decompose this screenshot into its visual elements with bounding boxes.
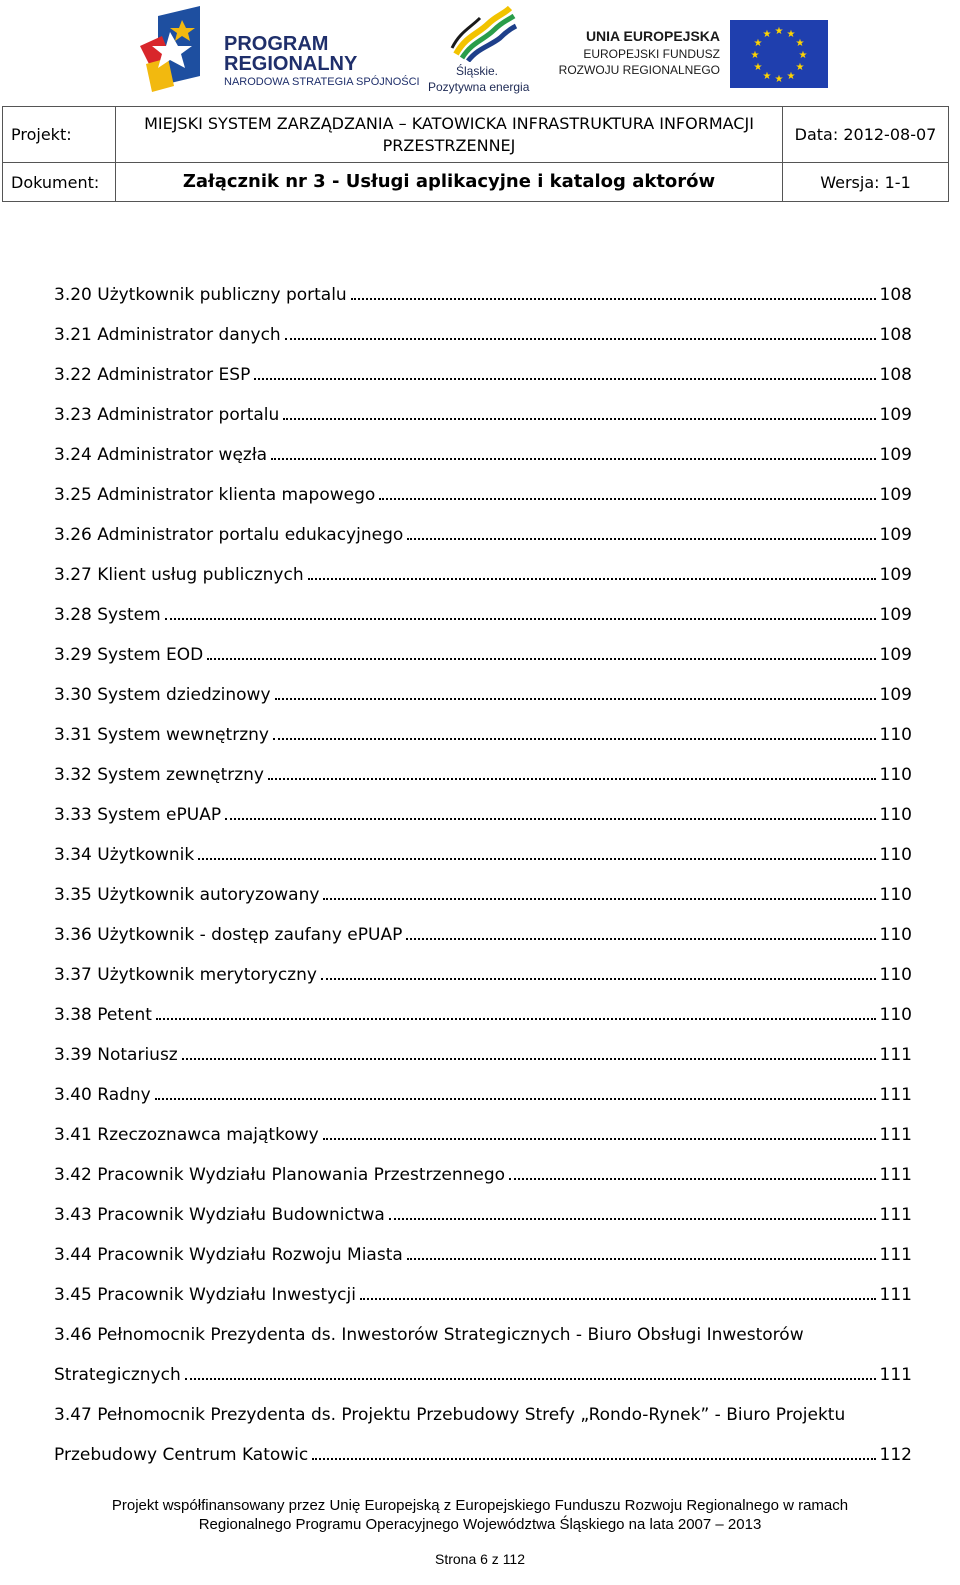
toc-entry-page: 110: [879, 885, 912, 905]
toc-leader-dots: [275, 698, 876, 700]
toc-entry[interactable]: [54, 318, 912, 358]
toc-leader-dots: [285, 338, 876, 340]
toc-leader-dots: [198, 858, 875, 860]
eu-regional-label: ROZWOJU REGIONALNEGO: [558, 63, 720, 77]
svg-text:★: ★: [762, 71, 772, 82]
toc-entry-wrapped-line[interactable]: 3.46 Pełnomocnik Prezydenta ds. Inwestorów Strategicznych - Biuro Obsługi Inwestorów: [54, 1325, 804, 1345]
svg-text:★: ★: [750, 50, 760, 61]
toc-entry-page: 112: [879, 1445, 912, 1465]
footer-funding-line1: Projekt współfinansowany przez Unię Europejską z Europejskiego Funduszu Rozwoju Regionalnego w ramach: [111, 1497, 849, 1514]
toc-leader-dots: [155, 1098, 876, 1100]
toc-entry[interactable]: [54, 798, 912, 838]
toc-entry-label: 3.23 Administrator portalu: [54, 405, 280, 425]
eu-union-label: UNIA EUROPEJSKA: [585, 28, 720, 44]
toc-entry-label: 3.27 Klient usług publicznych: [54, 565, 304, 585]
toc-leader-dots: [182, 1058, 876, 1060]
toc-entry[interactable]: [54, 1078, 912, 1118]
toc-entry-page: 110: [879, 845, 912, 865]
toc-entry-wrapped-line[interactable]: 3.47 Pełnomocnik Prezydenta ds. Projektu Przebudowy Strefy „Rondo-Rynek” - Biuro Projektu: [54, 1405, 846, 1425]
toc-entry-label: 3.45 Pracownik Wydziału Inwestycji: [54, 1285, 356, 1305]
project-title-line2: PRZESTRZENNEJ: [382, 135, 516, 155]
slaskie-tagline: Pozytywna energia: [428, 80, 530, 94]
svg-text:★: ★: [774, 74, 784, 85]
toc-entry-page: 109: [879, 685, 912, 705]
toc-leader-dots: [312, 1458, 875, 1460]
eu-fund-label: EUROPEJSKI FUNDUSZ: [583, 47, 720, 61]
toc-entry-page: 108: [879, 365, 912, 385]
toc-entry[interactable]: [54, 638, 912, 678]
toc-entry-page: 109: [879, 565, 912, 585]
toc-entry[interactable]: [54, 758, 912, 798]
toc-entry-page: 109: [879, 525, 912, 545]
toc-entry-page: 110: [879, 925, 912, 945]
toc-entry-label: 3.44 Pracownik Wydziału Rozwoju Miasta: [54, 1245, 403, 1265]
toc-leader-dots: [273, 738, 876, 740]
toc-entry-label: 3.42 Pracownik Wydziału Planowania Przestrzennego: [54, 1165, 506, 1185]
svg-text:★: ★: [786, 71, 796, 82]
toc-entry-label: 3.24 Administrator węzła: [54, 445, 268, 465]
toc-leader-dots: [360, 1298, 876, 1300]
toc-entry-label: 3.34 Użytkownik: [54, 845, 195, 865]
toc-leader-dots: [268, 778, 876, 780]
program-label: PROGRAM: [224, 33, 329, 55]
toc-leader-dots: [379, 498, 875, 500]
toc-entry[interactable]: [54, 558, 912, 598]
toc-entry[interactable]: [54, 918, 912, 958]
toc-entry[interactable]: [54, 1238, 912, 1278]
toc-leader-dots: [271, 458, 875, 460]
toc-leader-dots: [283, 418, 875, 420]
toc-entry[interactable]: [54, 1198, 912, 1238]
toc-entry-page: 111: [879, 1045, 912, 1065]
svg-text:★: ★: [762, 29, 772, 40]
toc-entry-page: 111: [879, 1085, 912, 1105]
toc-leader-dots: [323, 898, 875, 900]
svg-text:★: ★: [774, 26, 784, 37]
toc-entry-page: 109: [879, 605, 912, 625]
toc-entry[interactable]: [54, 718, 912, 758]
toc-entry-page: 111: [879, 1245, 912, 1265]
toc-leader-dots: [406, 938, 875, 940]
toc-entry-page: 110: [879, 725, 912, 745]
toc-entry-page: 108: [879, 285, 912, 305]
eu-logo: [548, 18, 828, 90]
toc-entry[interactable]: [54, 1118, 912, 1158]
document-version: Wersja: 1-1: [783, 163, 949, 202]
toc-entry-page: 109: [879, 445, 912, 465]
toc-entry-label: 3.40 Radny: [54, 1085, 151, 1105]
page-number: Strona 6 z 112: [434, 1551, 526, 1567]
toc-leader-dots: [308, 578, 876, 580]
toc-entry-page: 109: [879, 485, 912, 505]
toc-entry-label: 3.30 System dziedzinowy: [54, 685, 271, 705]
toc-entry[interactable]: [54, 1278, 912, 1318]
program-regionalny-logo: [140, 6, 420, 94]
svg-text:★: ★: [786, 29, 796, 40]
document-header-table: [2, 106, 949, 202]
toc-entry[interactable]: [54, 878, 912, 918]
document-title: Załącznik nr 3 - Usługi aplikacyjne i katalog aktorów: [116, 163, 783, 202]
toc-entry[interactable]: [54, 1438, 912, 1478]
toc-entry[interactable]: [54, 1358, 912, 1398]
toc-entry[interactable]: [54, 398, 912, 438]
toc-entry-label: 3.35 Użytkownik autoryzowany: [54, 885, 320, 905]
toc-entry-page: 111: [879, 1125, 912, 1145]
toc-entry[interactable]: [54, 358, 912, 398]
toc-entry-page: 109: [879, 645, 912, 665]
svg-text:★: ★: [753, 62, 763, 73]
slaskie-waves-icon: [448, 6, 518, 62]
toc-entry[interactable]: [54, 438, 912, 478]
toc-entry-page: 109: [879, 405, 912, 425]
toc-entry[interactable]: [54, 278, 912, 318]
toc-entry-label: Przebudowy Centrum Katowic: [54, 1445, 309, 1465]
toc-entry[interactable]: [54, 958, 912, 998]
toc-entry-page: 111: [879, 1285, 912, 1305]
toc-leader-dots: [509, 1178, 875, 1180]
toc-entry-label: 3.20 Użytkownik publiczny portalu: [54, 285, 347, 305]
svg-text:★: ★: [753, 38, 763, 49]
toc-entry-label: 3.43 Pracownik Wydziału Budownictwa: [54, 1205, 385, 1225]
toc-entry-page: 110: [879, 765, 912, 785]
toc-leader-dots: [407, 538, 875, 540]
toc-entry-label: 3.26 Administrator portalu edukacyjnego: [54, 525, 404, 545]
toc-entry[interactable]: [54, 478, 912, 518]
toc-entry-label: 3.41 Rzeczoznawca majątkowy: [54, 1125, 319, 1145]
toc-leader-dots: [351, 298, 876, 300]
slaskie-logo: [428, 6, 538, 94]
document-date: Data: 2012-08-07: [783, 107, 949, 163]
slaskie-name: Śląskie.: [456, 64, 499, 78]
toc-entry-label: 3.37 Użytkownik merytoryczny: [54, 965, 317, 985]
toc-entry-label: 3.25 Administrator klienta mapowego: [54, 485, 376, 505]
document-label: Dokument:: [3, 163, 116, 202]
toc-leader-dots: [389, 1218, 876, 1220]
toc-leader-dots: [185, 1378, 876, 1380]
project-title: [116, 107, 783, 163]
toc-entry-page: 111: [879, 1205, 912, 1225]
strategy-label: NARODOWA STRATEGIA SPÓJNOŚCI: [224, 76, 420, 88]
toc-entry-page: 110: [879, 1005, 912, 1025]
toc-entry[interactable]: [54, 998, 912, 1038]
program-regionalny-emblem-icon: [140, 6, 220, 94]
toc-entry-page: 110: [879, 965, 912, 985]
eu-flag-icon: [730, 20, 828, 88]
toc-leader-dots: [321, 978, 876, 980]
toc-entry-label: 3.31 System wewnętrzny: [54, 725, 269, 745]
toc-entry[interactable]: [54, 1038, 912, 1078]
toc-leader-dots: [407, 1258, 876, 1260]
logo-bar: [0, 0, 960, 100]
toc-entry-label: 3.21 Administrator danych: [54, 325, 281, 345]
toc-entry-page: 110: [879, 805, 912, 825]
toc-entry-page: 108: [879, 325, 912, 345]
toc-entry-label: 3.29 System EOD: [54, 645, 204, 665]
toc-entry-label: 3.38 Petent: [54, 1005, 152, 1025]
toc-leader-dots: [254, 378, 875, 380]
footer-funding-line2: Regionalnego Programu Operacyjnego Województwa Śląskiego na lata 2007 – 2013: [198, 1516, 762, 1533]
project-title-line1: MIEJSKI SYSTEM ZARZĄDZANIA – KATOWICKA INFRASTRUKTURA INFORMACJI: [144, 113, 754, 133]
toc-entry-page: 111: [879, 1165, 912, 1185]
toc-entry-label: 3.32 System zewnętrzny: [54, 765, 264, 785]
toc-leader-dots: [207, 658, 875, 660]
toc-entry-label: 3.22 Administrator ESP: [54, 365, 251, 385]
toc-leader-dots: [323, 1138, 876, 1140]
toc-leader-dots: [165, 618, 876, 620]
toc-entry-label: 3.33 System ePUAP: [54, 805, 222, 825]
toc-entry-label: 3.39 Notariusz: [54, 1045, 178, 1065]
regionalny-label: REGIONALNY: [224, 53, 358, 75]
svg-text:★: ★: [798, 50, 808, 61]
toc-entry[interactable]: [54, 838, 912, 878]
project-label: Projekt:: [3, 107, 116, 163]
table-of-contents: [54, 278, 912, 1478]
toc-leader-dots: [225, 818, 875, 820]
toc-entry-page: 111: [879, 1365, 912, 1385]
toc-entry-label: 3.28 System: [54, 605, 161, 625]
toc-entry-label: 3.36 Użytkownik - dostęp zaufany ePUAP: [54, 925, 403, 945]
toc-entry[interactable]: [54, 678, 912, 718]
svg-text:★: ★: [795, 62, 805, 73]
toc-leader-dots: [156, 1018, 876, 1020]
toc-entry[interactable]: [54, 518, 912, 558]
toc-entry-label: Strategicznych: [54, 1365, 181, 1385]
toc-entry[interactable]: [54, 1158, 912, 1198]
svg-text:★: ★: [795, 38, 805, 49]
toc-entry[interactable]: [54, 598, 912, 638]
